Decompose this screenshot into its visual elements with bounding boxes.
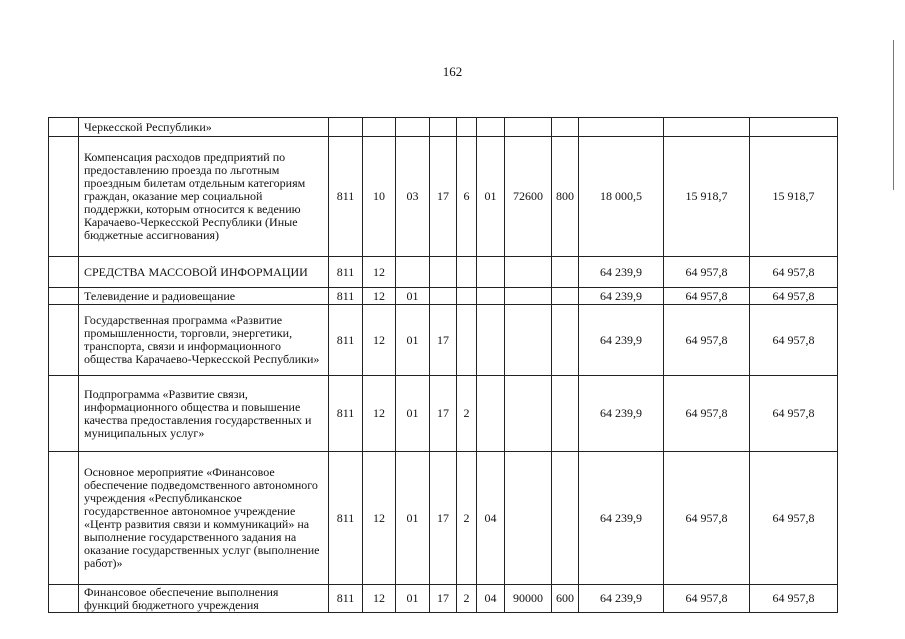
cell-naimenovanie: Телевидение и радиовещание bbox=[79, 288, 329, 305]
cell-summa-2: 64 957,8 bbox=[664, 288, 750, 305]
cell-meropriyatie: 01 bbox=[477, 137, 505, 257]
cell-napravlenie bbox=[505, 288, 552, 305]
cell-naimenovanie: Подпрограмма «Развитие связи, информационного общества и повышение качества предоставления государственных и муниципальных услуг» bbox=[79, 376, 329, 452]
cell-podprogramma bbox=[457, 305, 477, 376]
cell-summa-2: 64 957,8 bbox=[664, 257, 750, 288]
cell-napravlenie bbox=[505, 452, 552, 585]
cell-podrazdel: 01 bbox=[396, 305, 430, 376]
cell-meropriyatie bbox=[477, 305, 505, 376]
cell-napravlenie bbox=[505, 257, 552, 288]
table-row bbox=[49, 305, 838, 376]
cell-vid-raskhodov bbox=[552, 452, 579, 585]
cell-summa-2: 15 918,7 bbox=[664, 137, 750, 257]
cell-podprogramma bbox=[457, 118, 477, 137]
cell-programma: 17 bbox=[430, 452, 457, 585]
cell-number bbox=[49, 288, 79, 305]
cell-summa-3: 64 957,8 bbox=[750, 376, 838, 452]
cell-summa-2: 64 957,8 bbox=[664, 452, 750, 585]
cell-summa-1: 64 239,9 bbox=[579, 585, 664, 613]
cell-programma: 17 bbox=[430, 376, 457, 452]
cell-podprogramma: 2 bbox=[457, 452, 477, 585]
cell-podprogramma: 2 bbox=[457, 376, 477, 452]
cell-meropriyatie: 04 bbox=[477, 452, 505, 585]
table-row bbox=[49, 137, 838, 257]
cell-vid-raskhodov: 800 bbox=[552, 137, 579, 257]
table-row bbox=[49, 257, 838, 288]
cell-napravlenie: 72600 bbox=[505, 137, 552, 257]
cell-summa-3: 64 957,8 bbox=[750, 288, 838, 305]
cell-napravlenie bbox=[505, 376, 552, 452]
cell-napravlenie bbox=[505, 118, 552, 137]
cell-napravlenie bbox=[505, 305, 552, 376]
cell-number bbox=[49, 305, 79, 376]
budget-table bbox=[48, 117, 838, 613]
cell-summa-1: 64 239,9 bbox=[579, 305, 664, 376]
cell-number bbox=[49, 137, 79, 257]
cell-vid-raskhodov bbox=[552, 118, 579, 137]
table-row bbox=[49, 118, 838, 137]
cell-programma: 17 bbox=[430, 137, 457, 257]
cell-podrazdel bbox=[396, 118, 430, 137]
cell-programma bbox=[430, 288, 457, 305]
cell-vid-raskhodov bbox=[552, 257, 579, 288]
cell-meropriyatie bbox=[477, 288, 505, 305]
cell-napravlenie: 90000 bbox=[505, 585, 552, 613]
cell-summa-3: 64 957,8 bbox=[750, 452, 838, 585]
cell-naimenovanie: Компенсация расходов предприятий по предоставлению проезда по льготным проездным билетам отдельным категориям граждан, оказание мер социальной поддержки, которым относится к ведению Карачаево-Черкесской Республики (Иные бюджетные ассигнования) bbox=[79, 137, 329, 257]
cell-meropriyatie bbox=[477, 257, 505, 288]
cell-podrazdel: 03 bbox=[396, 137, 430, 257]
cell-podprogramma: 6 bbox=[457, 137, 477, 257]
cell-summa-2: 64 957,8 bbox=[664, 376, 750, 452]
cell-summa-1 bbox=[579, 118, 664, 137]
table-row bbox=[49, 452, 838, 585]
cell-vedomstvo: 811 bbox=[329, 288, 363, 305]
cell-summa-2: 64 957,8 bbox=[664, 305, 750, 376]
cell-meropriyatie bbox=[477, 118, 505, 137]
cell-summa-2: 64 957,8 bbox=[664, 585, 750, 613]
cell-podrazdel: 01 bbox=[396, 288, 430, 305]
cell-summa-3: 64 957,8 bbox=[750, 305, 838, 376]
cell-razdel: 12 bbox=[363, 452, 396, 585]
cell-naimenovanie: Черкесской Республики» bbox=[79, 118, 329, 137]
cell-number bbox=[49, 376, 79, 452]
cell-podprogramma bbox=[457, 257, 477, 288]
cell-vedomstvo: 811 bbox=[329, 305, 363, 376]
cell-summa-2 bbox=[664, 118, 750, 137]
cell-summa-3 bbox=[750, 118, 838, 137]
cell-podrazdel bbox=[396, 257, 430, 288]
cell-number bbox=[49, 585, 79, 613]
cell-vedomstvo: 811 bbox=[329, 376, 363, 452]
cell-meropriyatie: 04 bbox=[477, 585, 505, 613]
cell-podprogramma bbox=[457, 288, 477, 305]
cell-programma bbox=[430, 118, 457, 137]
cell-programma: 17 bbox=[430, 585, 457, 613]
cell-vedomstvo: 811 bbox=[329, 257, 363, 288]
cell-summa-1: 18 000,5 bbox=[579, 137, 664, 257]
scan-edge-line bbox=[893, 40, 894, 190]
cell-razdel: 12 bbox=[363, 585, 396, 613]
cell-summa-3: 64 957,8 bbox=[750, 257, 838, 288]
cell-vid-raskhodov bbox=[552, 288, 579, 305]
cell-vid-raskhodov: 600 bbox=[552, 585, 579, 613]
cell-naimenovanie: СРЕДСТВА МАССОВОЙ ИНФОРМАЦИИ bbox=[79, 257, 329, 288]
cell-vid-raskhodov bbox=[552, 376, 579, 452]
cell-naimenovanie: Финансовое обеспечение выполнения функций бюджетного учреждения bbox=[79, 585, 329, 613]
cell-podrazdel: 01 bbox=[396, 376, 430, 452]
cell-number bbox=[49, 257, 79, 288]
cell-podprogramma: 2 bbox=[457, 585, 477, 613]
cell-vedomstvo: 811 bbox=[329, 585, 363, 613]
cell-vid-raskhodov bbox=[552, 305, 579, 376]
cell-razdel: 12 bbox=[363, 288, 396, 305]
table-row bbox=[49, 376, 838, 452]
cell-summa-1: 64 239,9 bbox=[579, 452, 664, 585]
cell-summa-1: 64 239,9 bbox=[579, 376, 664, 452]
cell-razdel: 12 bbox=[363, 305, 396, 376]
table-row bbox=[49, 585, 838, 613]
cell-number bbox=[49, 452, 79, 585]
cell-razdel: 12 bbox=[363, 376, 396, 452]
cell-podrazdel: 01 bbox=[396, 585, 430, 613]
cell-vedomstvo: 811 bbox=[329, 137, 363, 257]
cell-razdel bbox=[363, 118, 396, 137]
cell-summa-1: 64 239,9 bbox=[579, 288, 664, 305]
cell-vedomstvo bbox=[329, 118, 363, 137]
page-number: 162 bbox=[442, 64, 463, 79]
cell-programma bbox=[430, 257, 457, 288]
cell-summa-3: 15 918,7 bbox=[750, 137, 838, 257]
cell-razdel: 12 bbox=[363, 257, 396, 288]
table-row bbox=[49, 288, 838, 305]
cell-razdel: 10 bbox=[363, 137, 396, 257]
cell-number bbox=[49, 118, 79, 137]
cell-naimenovanie: Государственная программа «Развитие промышленности, торговли, энергетики, транспорта, связи и информационного общества Карачаево-Черкесской Республики» bbox=[79, 305, 329, 376]
cell-summa-1: 64 239,9 bbox=[579, 257, 664, 288]
cell-vedomstvo: 811 bbox=[329, 452, 363, 585]
cell-summa-3: 64 957,8 bbox=[750, 585, 838, 613]
cell-podrazdel: 01 bbox=[396, 452, 430, 585]
cell-programma: 17 bbox=[430, 305, 457, 376]
cell-naimenovanie: Основное мероприятие «Финансовое обеспечение подведомственного автономного учреждения «Республиканское государственное автономное учреждение «Центр развития связи и коммуникаций» на выполнение государственного задания на оказание государственных услуг (выполнение работ)» bbox=[79, 452, 329, 585]
cell-meropriyatie bbox=[477, 376, 505, 452]
